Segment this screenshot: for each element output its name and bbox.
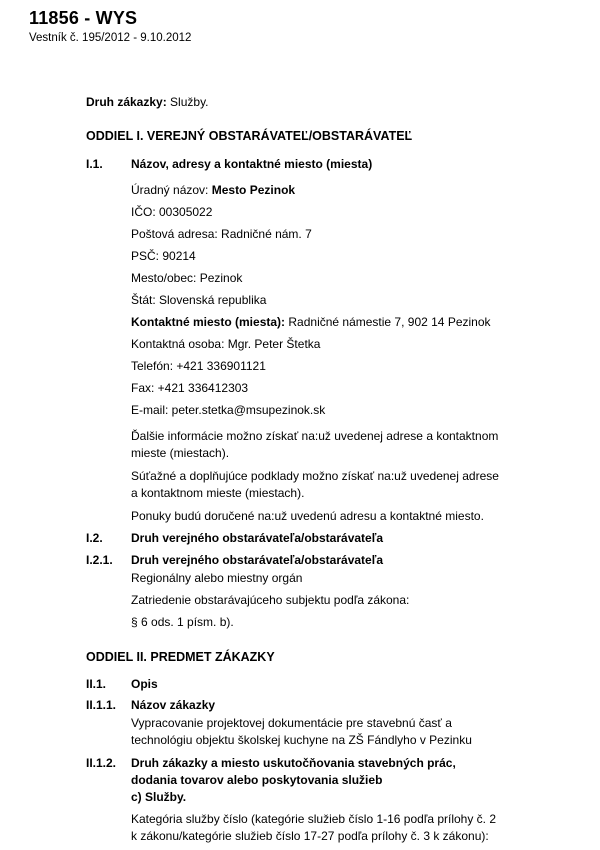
phone: Telefón: +421 336901121 (131, 359, 266, 373)
official-name (131, 183, 295, 197)
classification-value: § 6 ods. 1 písm. b). (131, 615, 234, 629)
offers: Ponuky budú doručené na:už uvedenú adresu a kontaktné miesto. (131, 509, 484, 523)
contract-type (86, 95, 209, 109)
section2-heading: ODDIEL II. PREDMET ZÁKAZKY (86, 650, 275, 664)
country: Štát: Slovenská republika (131, 293, 267, 307)
contact-point (131, 315, 491, 329)
i21-value: Regionálny alebo miestny orgán (131, 571, 303, 585)
contact-person: Kontaktná osoba: Mgr. Peter Štetka (131, 337, 321, 351)
ii11-title: Názov zákazky (131, 698, 216, 712)
official-name-label: Úradný názov: (131, 183, 209, 197)
contract-type-label: Druh zákazky: (86, 95, 167, 109)
category-line1: Kategória služby číslo (kategórie služieb číslo 1-16 podľa prílohy č. 2 (131, 812, 497, 826)
ii11-value-line2: technológiu objektu školskej kuchyne na ZŠ Fándlyho v Pezinku (131, 733, 472, 747)
i1-title: Názov, adresy a kontaktné miesto (miesta) (131, 157, 373, 171)
psc: PSČ: 90214 (131, 249, 196, 263)
i21-title: Druh verejného obstarávateľa/obstarávateľa (131, 553, 384, 567)
ii11-number: II.1.1. (86, 698, 117, 712)
contact-point-label: Kontaktné miesto (miesta): (131, 315, 286, 329)
ii12-number: II.1.2. (86, 756, 117, 770)
contact-point-value: Radničné námestie 7, 902 14 Pezinok (288, 315, 491, 329)
more-info-line2: mieste (miestach). (131, 446, 230, 460)
ii1-number: II.1. (86, 677, 107, 691)
official-name-value: Mesto Pezinok (211, 183, 296, 197)
classification-label: Zatriedenie obstarávajúceho subjektu podľa zákona: (131, 593, 410, 607)
ii12-title-line3: c) Služby. (131, 790, 187, 804)
contract-type-value: Služby. (170, 95, 209, 109)
doc-title: 11856 - WYS (29, 8, 138, 28)
email: E-mail: peter.stetka@msupezinok.sk (131, 403, 326, 417)
ii12-title-line2: dodania tovarov alebo poskytovania služieb (131, 773, 383, 787)
more-info-line1: Ďalšie informácie možno získať na:už uvedenej adrese a kontaktnom (131, 429, 499, 443)
ii1-title: Opis (131, 677, 158, 691)
docs-line1: Súťažné a doplňujúce podklady možno získať na:už uvedenej adrese (131, 469, 499, 483)
ii11-value-line1: Vypracovanie projektovej dokumentácie pre stavebnú časť a (131, 716, 452, 730)
i2-number: I.2. (86, 531, 103, 545)
section1-heading: ODDIEL I. VEREJNÝ OBSTARÁVATEĽ/OBSTARÁVATEĽ (86, 129, 413, 143)
fax: Fax: +421 336412303 (131, 381, 249, 395)
category-line2: k zákonu/kategórie služieb číslo 17-27 podľa prílohy č. 3 k zákonu): (131, 829, 489, 843)
postal-address: Poštová adresa: Radničné nám. 7 (131, 227, 312, 241)
i1-number: I.1. (86, 157, 103, 171)
ii12-title-line1: Druh zákazky a miesto uskutočňovania stavebných prác, (131, 756, 456, 770)
i21-number: I.2.1. (86, 553, 113, 567)
doc-subtitle: Vestník č. 195/2012 - 9.10.2012 (29, 32, 192, 44)
i2-title: Druh verejného obstarávateľa/obstarávateľa (131, 531, 384, 545)
city: Mesto/obec: Pezinok (131, 271, 243, 285)
docs-line2: a kontaktnom mieste (miestach). (131, 486, 305, 500)
ico: IČO: 00305022 (131, 205, 213, 219)
